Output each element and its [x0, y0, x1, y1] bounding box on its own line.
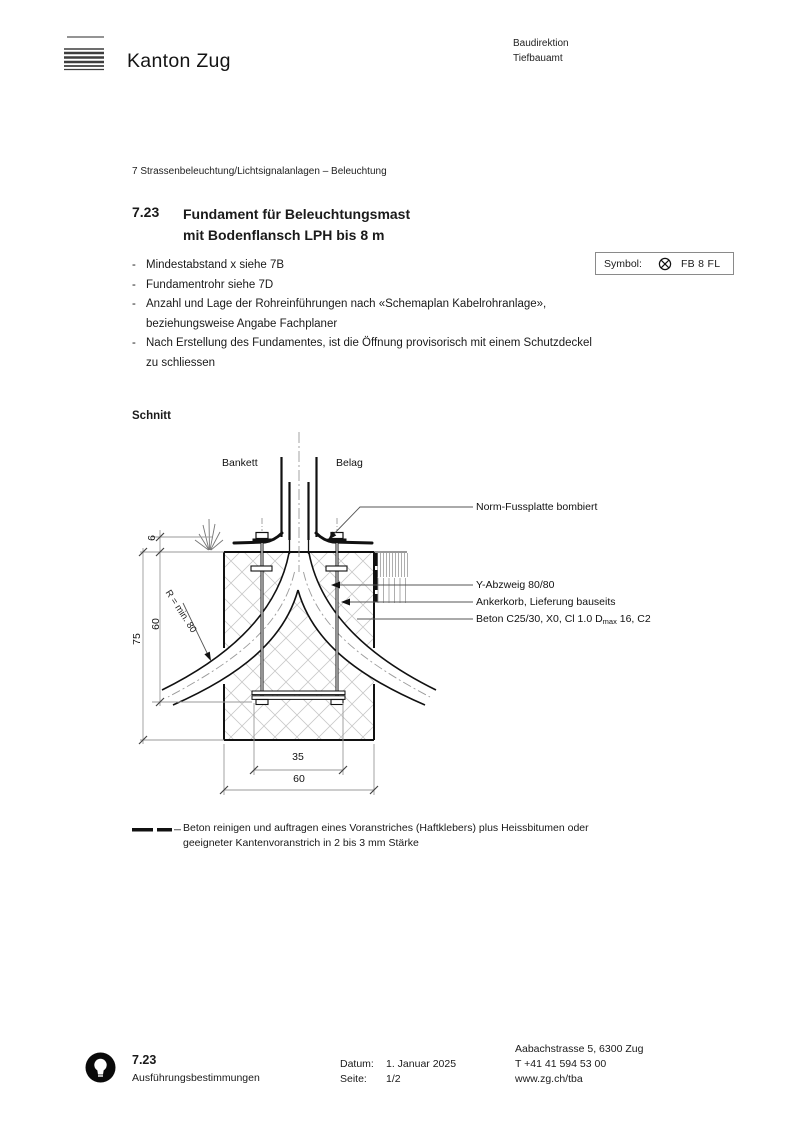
dim-6: 6 [146, 535, 158, 541]
list-item: - Anzahl und Lage der Rohreinführungen nach «Schemaplan Kabelrohranlage», beziehungsweise Angabe Fachplaner [132, 298, 547, 330]
belag-layer [374, 552, 408, 603]
department-block [513, 36, 569, 66]
annotation-fussplatte: Norm-Fussplatte bombiert [476, 501, 598, 513]
anchor-plate-bottom [252, 696, 345, 700]
anchor-plate-upper [326, 566, 347, 571]
bolt-nut-bottom [331, 700, 343, 705]
symbol-label: Symbol: [604, 257, 642, 270]
footer-address: Aabachstrasse 5, 6300 Zug [515, 1043, 644, 1055]
brand-title: Kanton Zug [127, 50, 231, 72]
symbol-code: FB 8 FL [680, 257, 721, 270]
dim-radius: R = min. 80 [162, 588, 199, 635]
bolt-nut [256, 533, 268, 539]
belag-label: Belag [336, 457, 363, 469]
anchor-plate-bottom [252, 691, 345, 695]
bolt-washer [328, 539, 347, 542]
bolt-washer [253, 539, 272, 542]
footer-section-number: 7.23 [132, 1053, 157, 1067]
date-label: Datum: [340, 1058, 374, 1070]
dim-35-width: 35 [292, 751, 304, 763]
circle-x-icon [658, 257, 672, 271]
anchor-plate-upper [251, 566, 272, 571]
lightbulb-icon [85, 1052, 116, 1083]
section-number: 7.23 [132, 204, 160, 220]
dim-60-width: 60 [293, 773, 305, 785]
page-title [183, 204, 410, 246]
department-line1: Baudirektion [513, 38, 569, 49]
annotation-y-abzweig: Y-Abzweig 80/80 [476, 579, 555, 591]
section-label: Schnitt [132, 410, 171, 422]
symbol-box [595, 252, 734, 275]
annotation-beton: Beton C25/30, X0, Cl 1.0 Dmax 16, C2 [476, 613, 651, 626]
foundation-section-drawing [0, 430, 794, 810]
grass-icon [195, 519, 223, 550]
dim-60-depth: 60 [150, 618, 162, 630]
annotation-ankerkorb: Ankerkorb, Lieferung bauseits [476, 596, 616, 608]
kanton-zug-logo-icon [64, 34, 108, 74]
page-value: 1/2 [386, 1073, 401, 1085]
page-title-line2: mit Bodenflansch LPH bis 8 m [183, 227, 385, 243]
footer-phone: T +41 41 594 53 00 [515, 1058, 607, 1070]
bolt-nut-bottom [256, 700, 268, 705]
department-line2: Tiefbauamt [513, 53, 563, 64]
page-label: Seite: [340, 1073, 367, 1085]
bitumen-line-symbol [132, 826, 182, 834]
bankett-label: Bankett [222, 457, 258, 469]
page-title-line1: Fundament für Beleuchtungsmast [183, 206, 411, 222]
list-item: - Mindestabstand x siehe 7B [132, 259, 285, 271]
legend-text: Beton reinigen und auftragen eines Voranstriches (Haftklebers) plus Heissbitumen oder geeigneter Kantenvoranstrich in 2 bis 3 mm Stärke [183, 822, 589, 849]
footer-website: www.zg.ch/tba [515, 1073, 583, 1085]
breadcrumb: 7 Strassenbeleuchtung/Lichtsignalanlagen – Beleuchtung [132, 166, 387, 177]
dim-75-depth: 75 [131, 633, 143, 645]
list-item: - Nach Erstellung des Fundamentes, ist die Öffnung provisorisch mit einem Schutzdeckel zu schliessen [132, 337, 592, 369]
date-value: 1. Januar 2025 [386, 1058, 457, 1070]
list-item: - Fundamentrohr siehe 7D [132, 278, 274, 291]
footer-doc-type: Ausführungsbestimmungen [132, 1072, 260, 1084]
